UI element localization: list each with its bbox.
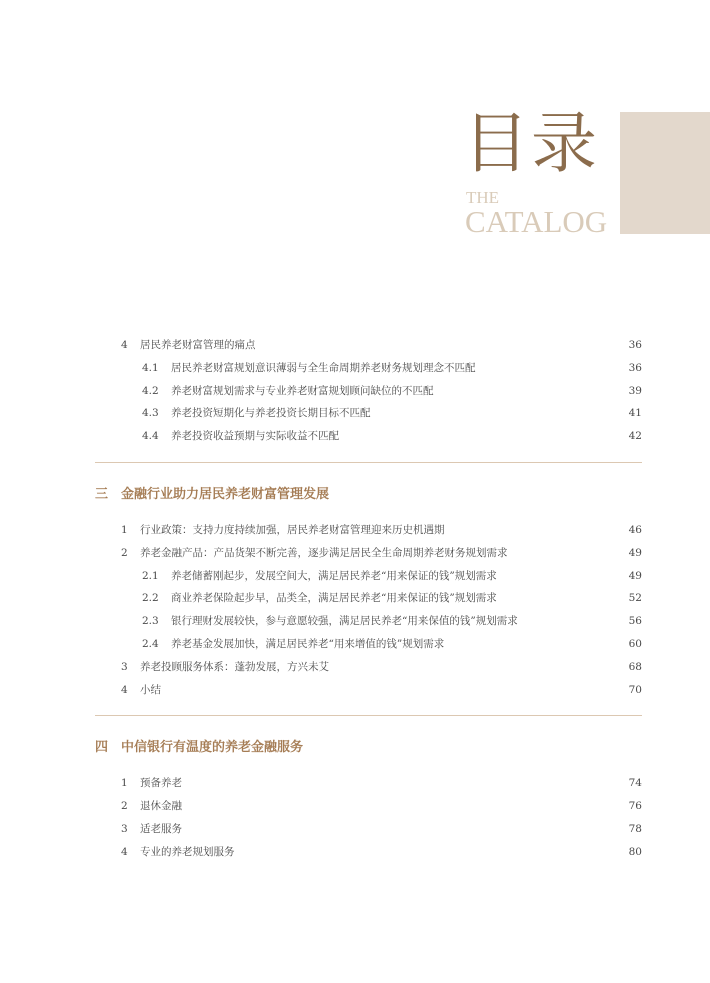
toc-entry-number: 2.3: [142, 615, 159, 628]
toc-entry-title: 养老金融产品：产品货架不断完善，逐步满足居民全生命周期养老财务规划需求: [140, 546, 508, 559]
toc-entry-number: 3: [121, 822, 128, 835]
title-en-line1: THE: [466, 188, 500, 207]
toc-subentry[interactable]: [95, 357, 642, 380]
toc-entry-page: 70: [628, 683, 642, 696]
toc-entry[interactable]: [95, 795, 642, 818]
toc-entry[interactable]: [95, 656, 642, 679]
section-heading-4[interactable]: [95, 732, 642, 764]
toc-entry-number: 2.2: [142, 592, 159, 605]
toc-entry[interactable]: [95, 519, 642, 542]
toc-entry-page: 56: [628, 615, 642, 628]
toc-entry-number: 4.2: [142, 384, 159, 397]
toc-entry-page: 80: [628, 845, 642, 858]
toc-subentry[interactable]: [95, 633, 642, 656]
toc-entry-title: 居民养老财富管理的痛点: [140, 339, 256, 351]
toc-entry-page: 52: [628, 592, 642, 605]
toc-entry-number: 4: [121, 845, 128, 858]
toc-entry-title: 养老财富规划需求与专业养老财富规划顾问缺位的不匹配: [171, 384, 434, 397]
section-number: 四: [95, 740, 109, 756]
toc-entry-page: 41: [628, 407, 642, 420]
toc-entry-title: 小结: [140, 683, 161, 696]
toc-entry-number: 2.1: [142, 569, 159, 582]
toc-entry-number: 2: [121, 800, 128, 813]
toc-subentry[interactable]: [95, 610, 642, 633]
toc-entry-title: 商业养老保险起步早，品类全，满足居民养老“用来保证的钱”规划需求: [171, 592, 497, 605]
section-heading-3[interactable]: [95, 479, 642, 511]
section-title: 金融行业助力居民养老财富管理发展: [121, 486, 330, 502]
toc-entry-title: 银行理财发展较快，参与意愿较强，满足居民养老“用来保值的钱”规划需求: [171, 615, 518, 628]
section-divider: [95, 715, 642, 716]
toc-entry-number: 2: [121, 546, 128, 559]
toc-entry-number: 4.3: [142, 407, 159, 420]
toc-entry[interactable]: [95, 841, 642, 864]
toc-entry-number: 2.4: [142, 637, 159, 650]
toc-entry-number: 4.4: [142, 430, 159, 443]
toc-entry-number: 4: [121, 683, 128, 696]
toc-subentry[interactable]: [95, 380, 642, 403]
toc-entry-page: 78: [628, 822, 642, 835]
toc-entry-number: 4.1: [142, 361, 159, 374]
title-en-line2: CATALOG: [465, 204, 608, 239]
toc-entry[interactable]: [95, 818, 642, 841]
toc-entry-title: 养老投资短期化与养老投资长期目标不匹配: [171, 407, 371, 420]
toc-entry[interactable]: [95, 679, 642, 702]
table-of-contents: [95, 334, 642, 864]
toc-entry-page: 49: [628, 569, 642, 582]
toc-subentry[interactable]: [95, 402, 642, 425]
toc-entry-page: 49: [628, 546, 642, 559]
toc-entry-page: 68: [628, 660, 642, 673]
toc-entry-page: 60: [628, 637, 642, 650]
toc-entry-title: 适老服务: [140, 822, 182, 835]
toc-entry-title: 退休金融: [140, 800, 182, 813]
section-divider: [95, 462, 642, 463]
toc-entry-page: 46: [628, 523, 642, 536]
toc-entry-title: 养老基金发展加快，满足居民养老“用来增值的钱”规划需求: [171, 637, 445, 650]
toc-entry-page: 36: [628, 339, 642, 351]
section-title: 中信银行有温度的养老金融服务: [121, 740, 304, 756]
toc-entry-number: 3: [121, 660, 128, 673]
title-decor-block: [620, 112, 710, 234]
toc-entry-page: 74: [628, 777, 642, 790]
toc-entry-title: 养老投顾服务体系：蓬勃发展，方兴未艾: [140, 660, 329, 673]
toc-entry-page: 76: [628, 800, 642, 813]
toc-entry-page: 42: [628, 430, 642, 443]
toc-entry-title: 专业的养老规划服务: [140, 845, 235, 858]
toc-entry[interactable]: [95, 772, 642, 795]
toc-entry-number: 1: [121, 523, 128, 536]
toc-entry-page: 36: [628, 361, 642, 374]
toc-entry-title: 行业政策：支持力度持续加强，居民养老财富管理迎来历史机遇期: [140, 523, 445, 536]
toc-entry-title: 预备养老: [140, 777, 182, 790]
toc-subentry[interactable]: [95, 587, 642, 610]
toc-entry-title: 养老储蓄刚起步，发展空间大，满足居民养老“用来保证的钱”规划需求: [171, 569, 497, 582]
toc-entry[interactable]: [95, 334, 642, 357]
toc-subentry[interactable]: [95, 425, 642, 448]
toc-entry-number: 1: [121, 777, 128, 790]
toc-subentry[interactable]: [95, 565, 642, 588]
toc-entry-number: 4: [121, 339, 128, 351]
toc-entry[interactable]: [95, 542, 642, 565]
toc-entry-title: 居民养老财富规划意识薄弱与全生命周期养老财务规划理念不匹配: [171, 361, 476, 374]
section-number: 三: [95, 486, 109, 502]
toc-entry-title: 养老投资收益预期与实际收益不匹配: [171, 430, 339, 443]
page-title: 目录: [463, 105, 599, 182]
toc-entry-page: 39: [628, 384, 642, 397]
